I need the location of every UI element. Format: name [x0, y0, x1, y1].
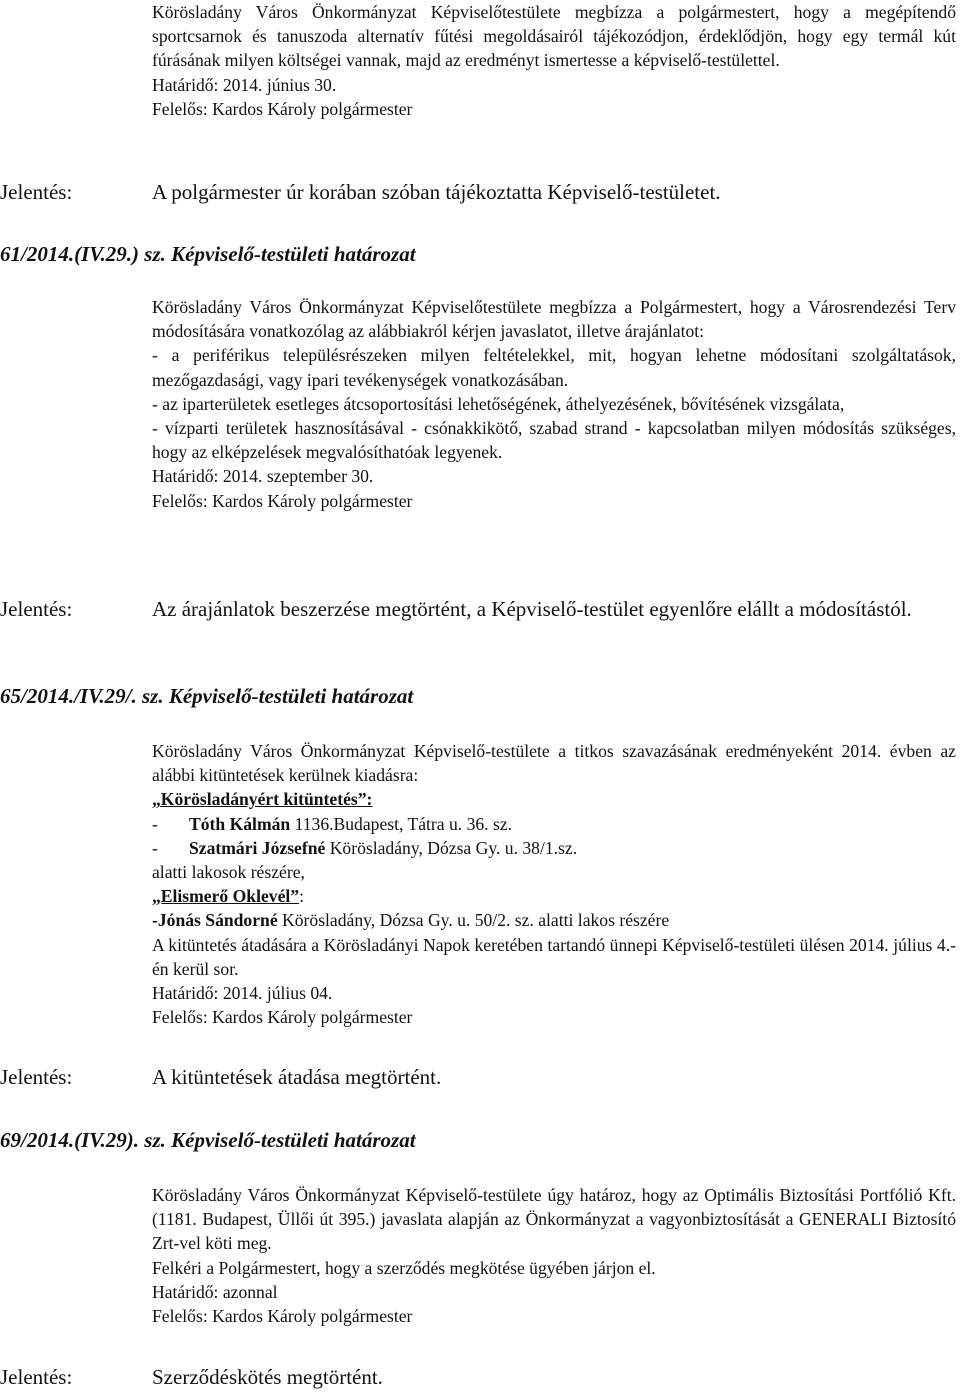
report-label: Jelentés: — [0, 1065, 73, 1089]
awardee-name: Szatmári Józsefné — [189, 837, 326, 858]
resolution-paragraph: Körösladány Város Önkormányzat Képviselőtestülete megbízza a Polgármestert, hogy a Városrendezési Terv módosítására vonatkozólag az alábbiakról kérjen javaslatot, illetve árajánlatot: — [152, 297, 956, 342]
report-label: Jelentés: — [0, 1365, 73, 1389]
report-text: Szerződéskötés megtörtént. — [152, 1365, 383, 1389]
report-label: Jelentés: — [0, 180, 73, 204]
responsible: Felelős: Kardos Károly polgármester — [152, 98, 413, 119]
resolution-paragraph: Felkéri a Polgármestert, hogy a szerződés megkötése ügyében járjon el. — [152, 1257, 656, 1278]
resolution-heading: 69/2014.(IV.29). sz. Képviselő-testületi határozat — [0, 1128, 416, 1152]
awardee-address: Körösladány, Dózsa Gy. u. 38/1.sz. — [325, 837, 578, 858]
responsible: Felelős: Kardos Károly polgármester — [152, 490, 413, 511]
awardee-row — [152, 836, 956, 860]
report-text: A kitüntetések átadása megtörtént. — [152, 1065, 442, 1089]
resolution-body — [152, 295, 956, 513]
awardee-address: 1136.Budapest, Tátra u. 36. sz. — [290, 813, 513, 834]
resolution-body — [152, 739, 956, 1029]
report-text: A polgármester úr korában szóban tájékoztatta Képviselő-testületet. — [152, 180, 721, 204]
deadline: Határidő: 2014. július 04. — [152, 983, 333, 1004]
award-title-text: „Körösladányért kitüntetés”: — [152, 789, 373, 810]
award-title — [152, 787, 956, 811]
awardee-row — [152, 908, 956, 932]
award-title-text: „Elismerő Oklevél” — [152, 886, 300, 907]
awardee-name: Tóth Kálmán — [189, 813, 291, 834]
resolution-paragraph: Körösladány Város Önkormányzat Képviselő-testülete úgy határoz, hogy az Optimális Biztosítási Portfólió Kft. (1181. Budapest, Üllői út 395.) javaslata alapján az Önkormányzat a vagyonbiztosítását a GENERALI Biztosító Zrt-vel köti meg. — [152, 1185, 956, 1254]
deadline: Határidő: 2014. szeptember 30. — [152, 466, 374, 487]
deadline: Határidő: 2014. június 30. — [152, 74, 337, 95]
report-text: Az árajánlatok beszerzése megtörtént, a Képviselő-testület egyenlőre elállt a módosítástól. — [152, 597, 912, 621]
resolution-paragraph: Körösladány Város Önkormányzat Képviselő-testülete a titkos szavazásának eredményeként 2014. évben az alábbi kitüntetések kerülnek kiadásra: — [152, 741, 956, 786]
awardee-name: -Jónás Sándorné — [152, 910, 278, 931]
resolution-heading: 65/2014./IV.29/. sz. Képviselő-testületi határozat — [0, 684, 414, 708]
deadline: Határidő: azonnal — [152, 1281, 278, 1302]
report-label: Jelentés: — [0, 597, 73, 621]
list-item: - a periférikus településrészeken milyen feltételekkel, mit, hogyan lehetne módosítani szolgáltatások, mezőgazdasági, vagy ipari tevékenységek vonatkozásában. — [152, 345, 956, 390]
list-dash: - — [152, 837, 158, 858]
resolution-heading: 61/2014.(IV.29.) sz. Képviselő-testületi határozat — [0, 242, 416, 266]
list-item: - az iparterületek esetleges átcsoportosítási lehetőségének, áthelyezésének, bővítésének vizsgálata, — [152, 393, 845, 414]
resolution-paragraph: A kitüntetés átadására a Körösladányi Napok keretében tartandó ünnepi Képviselő-testületi ülésen 2014. július 4.-én kerül sor. — [152, 934, 956, 979]
resolution-paragraph: Körösladány Város Önkormányzat Képviselőtestülete megbízza a polgármestert, hogy a megépítendő sportcsarnok és tanuszoda alternatív fűtési megoldásairól tájékozódjon, érdeklődjön, hogy egy termál kút fúrásának milyen költségei vannak, majd az eredményt ismertesse a képviselő-testülettel. — [152, 2, 956, 71]
responsible: Felelős: Kardos Károly polgármester — [152, 1007, 413, 1028]
awardee-tail: alatti lakosok részére, — [152, 862, 305, 883]
responsible: Felelős: Kardos Károly polgármester — [152, 1306, 413, 1327]
award-title — [152, 884, 956, 908]
resolution-body — [152, 0, 956, 121]
list-dash: - — [152, 813, 158, 834]
awardee-row — [152, 812, 956, 836]
awardee-address: Körösladány, Dózsa Gy. u. 50/2. sz. alatti lakos részére — [277, 910, 670, 931]
list-item: - vízparti területek hasznosításával - csónakkikötő, szabad strand - kapcsolatban milyen módosítás szükséges, hogy az elképzelések megvalósíthatóak legyenek. — [152, 418, 956, 463]
award-title-colon: : — [299, 886, 304, 907]
resolution-body — [152, 1183, 956, 1328]
